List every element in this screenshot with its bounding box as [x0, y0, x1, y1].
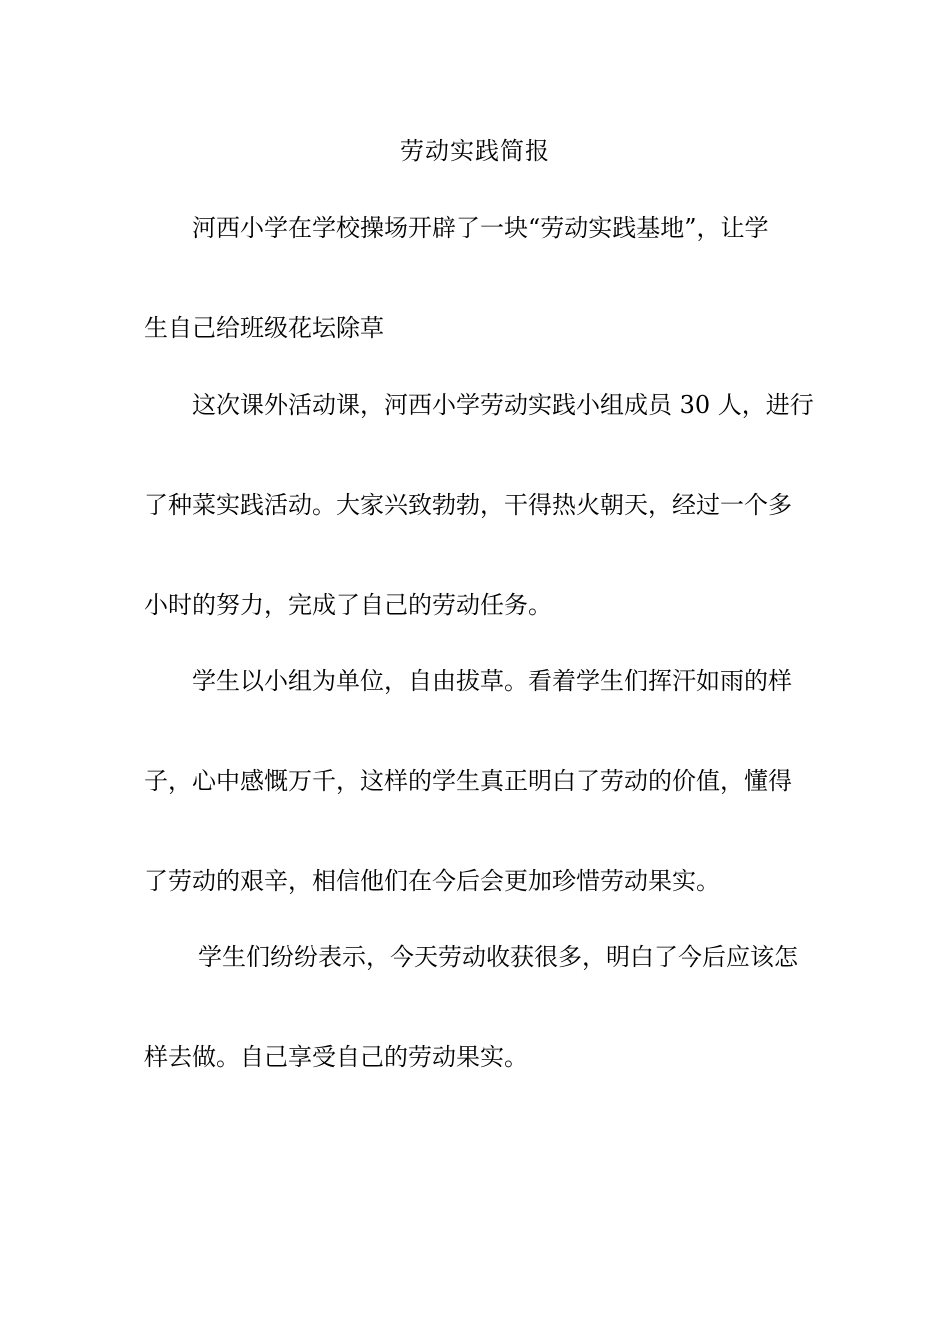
- paragraph-2-line-2: 了种菜实践活动。大家兴致勃勃，干得热火朝天，经过一个多: [144, 491, 792, 519]
- paragraph-1-line-1: 河西小学在学校操场开辟了一块“劳动实践基地”，让学: [192, 214, 769, 242]
- paragraph-3-line-1: 学生以小组为单位，自由拔草。看着学生们挥汗如雨的样: [192, 667, 792, 695]
- paragraph-4-line-1: 学生们纷纷表示，今天劳动收获很多，明白了今后应该怎: [198, 943, 798, 971]
- paragraph-3-line-3: 了劳动的艰辛，相信他们在今后会更加珍惜劳动果实。: [144, 867, 720, 895]
- paragraph-2-line-1: 这次课外活动课，河西小学劳动实践小组成员 30 人，进行: [192, 391, 814, 419]
- paragraph-4-line-2: 样去做。自己享受自己的劳动果实。: [144, 1043, 528, 1071]
- paragraph-2-line-3: 小时的努力，完成了自己的劳动任务。: [144, 591, 552, 619]
- paragraph-1-line-2: 生自己给班级花坛除草: [144, 314, 384, 342]
- document-title: 劳动实践简报: [400, 137, 550, 165]
- paragraph-3-line-2: 子，心中感慨万千，这样的学生真正明白了劳动的价值，懂得: [144, 767, 792, 795]
